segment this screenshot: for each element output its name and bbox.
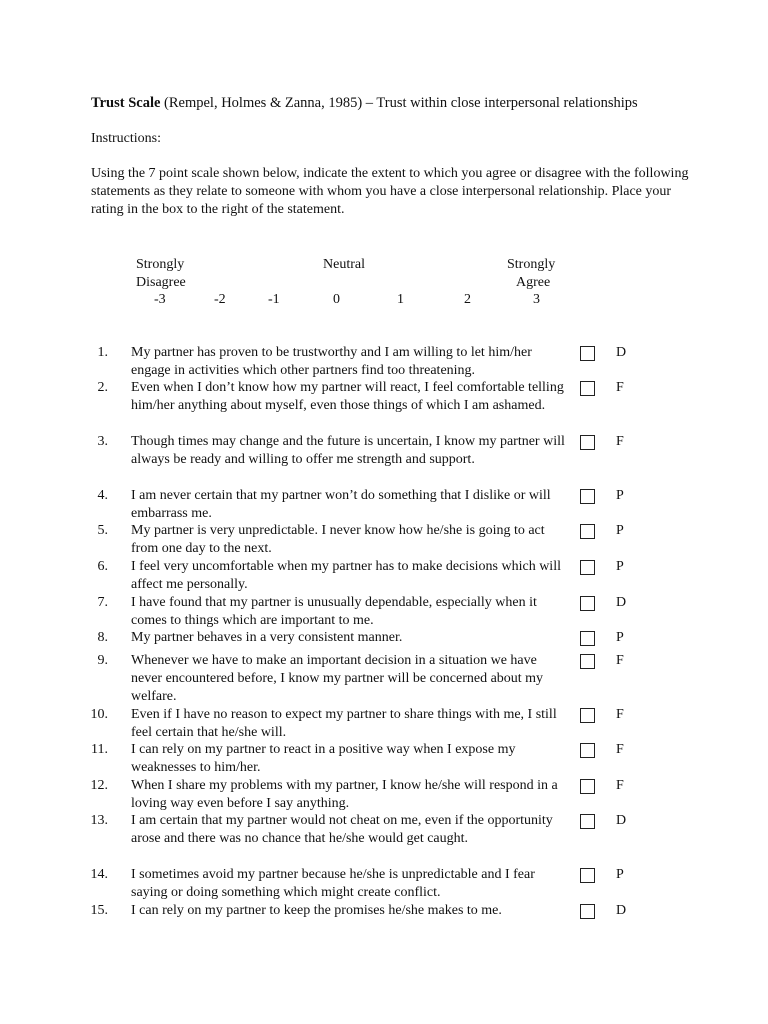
subscale-code: F [616,380,624,395]
statement-text: My partner is very unpredictable. I never know how he/she is going to act from one day to the next. [131,523,545,556]
rating-box[interactable] [580,708,595,723]
scale-left-label-2: Disagree [136,275,186,290]
subscale-code: P [616,630,624,645]
subscale-code: F [616,742,624,757]
scale-point: 3 [533,292,540,307]
scale-point: -2 [214,292,226,307]
rating-box[interactable] [580,489,595,504]
scale-point: 1 [397,292,404,307]
rating-box[interactable] [580,596,595,611]
scale-point: 0 [333,292,340,307]
instructions-text: Using the 7 point scale shown below, indicate the extent to which you agree or disagree with the following statements as they relate to someone with whom you have a close interpersonal relationship. Place your rating in the box to the right of the statement. [91,166,689,217]
statement-number: 8. [97,630,108,645]
rating-box[interactable] [580,814,595,829]
title-citation: (Rempel, Holmes & Zanna, 1985) – Trust within close interpersonal relationships [160,95,638,111]
statement-number: 4. [97,488,108,503]
statement-text: Though times may change and the future is uncertain, I know my partner will always be ready and willing to offer me strength and support. [131,434,565,467]
statement-text: Even when I don’t know how my partner will react, I feel comfortable telling him/her anything about myself, even those things of which I am ashamed. [131,380,564,413]
rating-box[interactable] [580,904,595,919]
subscale-code: F [616,778,624,793]
statement-number: 3. [97,434,108,449]
statement-text: I am never certain that my partner won’t do something that I dislike or will embarrass me. [131,488,551,521]
subscale-code: D [616,345,627,360]
rating-box[interactable] [580,346,595,361]
scale-point: 2 [464,292,471,307]
rating-box[interactable] [580,868,595,883]
statement-number: 14. [90,867,108,882]
statement-number: 11. [91,742,108,757]
statement-text: My partner behaves in a very consistent manner. [131,630,403,645]
statement-number: 6. [97,559,108,574]
statement-text: My partner has proven to be trustworthy and I am willing to let him/her engage in activities which other partners find too threatening. [131,345,532,378]
subscale-code: F [616,434,624,449]
statement-text: I can rely on my partner to react in a positive way when I expose my weaknesses to him/her. [131,742,516,775]
title-bold: Trust Scale [91,95,161,111]
rating-box[interactable] [580,631,595,646]
statement-text: I am certain that my partner would not cheat on me, even if the opportunity arose and there was no chance that he/she would get caught. [131,813,553,846]
scale-right-label-1: Strongly [507,257,556,272]
scale-left-label-1: Strongly [136,257,185,272]
rating-box[interactable] [580,560,595,575]
statement-number: 1. [97,345,108,360]
rating-box[interactable] [580,779,595,794]
subscale-code: P [616,523,624,538]
statement-number: 12. [90,778,108,793]
subscale-code: D [616,813,627,828]
rating-box[interactable] [580,435,595,450]
subscale-code: P [616,488,624,503]
subscale-code: D [616,903,627,918]
subscale-code: D [616,595,627,610]
rating-box[interactable] [580,381,595,396]
statement-text: I feel very uncomfortable when my partner has to make decisions which will affect me personally. [131,559,561,592]
instructions-heading: Instructions: [91,131,161,146]
rating-box[interactable] [580,524,595,539]
subscale-code: F [616,707,624,722]
statement-number: 2. [97,380,108,395]
statement-number: 13. [90,813,108,828]
statement-number: 15. [90,903,108,918]
statement-text: I sometimes avoid my partner because he/she is unpredictable and I fear saying or doing something which might create conflict. [131,867,535,900]
rating-box[interactable] [580,654,595,669]
rating-box[interactable] [580,743,595,758]
subscale-code: P [616,559,624,574]
statement-text: I can rely on my partner to keep the promises he/she makes to me. [131,903,502,918]
subscale-code: F [616,653,624,668]
statement-number: 7. [97,595,108,610]
statement-text: Whenever we have to make an important decision in a situation we have never encountered before, I know my partner will be concerned about my welfare. [131,653,544,704]
statement-text: When I share my problems with my partner, I know he/she will respond in a loving way even before I say anything. [131,778,558,811]
statement-number: 9. [97,653,108,668]
scale-right-label-2: Agree [516,275,551,290]
subscale-code: P [616,867,624,882]
statement-number: 10. [90,707,108,722]
scale-mid-label: Neutral [323,257,365,272]
statement-text: Even if I have no reason to expect my partner to share things with me, I still feel certain that he/she will. [131,707,557,740]
scale-point: -3 [154,292,166,307]
statement-text: I have found that my partner is unusually dependable, especially when it comes to things which are important to me. [131,595,537,628]
statement-number: 5. [97,523,108,538]
scale-point: -1 [268,292,280,307]
document-title [91,94,638,112]
